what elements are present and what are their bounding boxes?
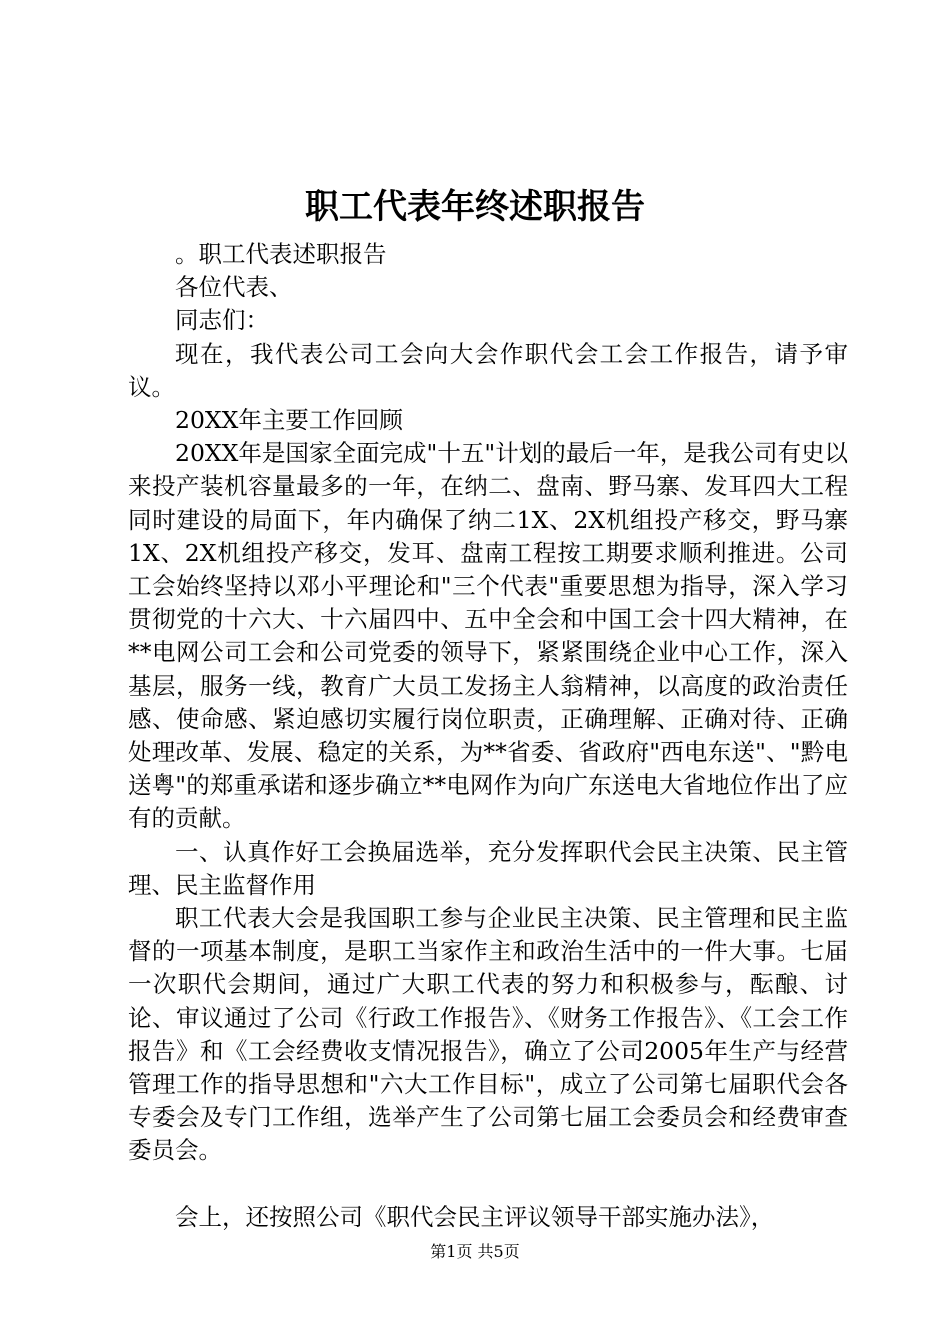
paragraph-congress: 职工代表大会是我国职工参与企业民主决策、民主管理和民主监督的一项基本制度，是职工当家作主和政治生活中的一件大事。七届一次职代会期间，通过广大职工代表的努力和积极参与，酝酿、讨论、审议通过了公司《行政工作报告》、《财务工作报告》、《工会工作报告》和《工会经费收支情况报告》，确立了公司2005年生产与经营管理工作的指导思想和"六大工作目标"，成立了公司第七届职代会各专委会及专门工作组，选举产生了公司第七届工会委员会和经费审查委员会。 <box>128 904 848 1165</box>
paragraph-salutation-comrades: 同志们： <box>175 306 269 335</box>
paragraph-salutation: 各位代表、 <box>175 273 293 302</box>
paragraph-review: 20XX年是国家全面完成"十五"计划的最后一年，是我公司有史以来投产装机容量最多的一年，在纳二、盘南、野马寨、发耳四大工程同时建设的局面下，年内确保了纳二1X、2X机组投产移交，野马寨1X、2X机组投产移交，发耳、盘南工程按工期要求顺利推进。公司工会始终坚持以邓小平理论和"三个代表"重要思想为指导，深入学习贯彻党的十六大、十六届四中、五中全会和中国工会十四大精神，在**电网公司工会和公司党委的领导下，紧紧围绕企业中心工作，深入基层，服务一线，教育广大员工发扬主人翁精神，以高度的政治责任感、使命感、紧迫感切实履行岗位职责，正确理解、正确对待、正确处理改革、发展、稳定的关系，为**省委、省政府"西电东送"、"黔电送粤"的郑重承诺和逐步确立**电网作为向广东送电大省地位作出了应有的贡献。 <box>128 439 848 833</box>
paragraph-report-heading: 。职工代表述职报告 <box>175 240 387 268</box>
paragraph-section-review-heading: 20XX年主要工作回顾 <box>175 406 403 435</box>
document-body <box>128 238 848 1234</box>
paragraph-meeting: 会上，还按照公司《职代会民主评议领导干部实施办法》， <box>175 1202 775 1231</box>
paragraph-section-one-heading: 一、认真作好工会换届选举，充分发挥职代会民主决策、民主管理、民主监督作用 <box>128 837 848 899</box>
page-number-footer: 第1页 共5页 <box>430 1242 520 1261</box>
paragraph-intro: 现在，我代表公司工会向大会作职代会工会工作报告，请予审议。 <box>128 339 848 401</box>
document-title: 职工代表年终述职报告 <box>305 187 645 227</box>
